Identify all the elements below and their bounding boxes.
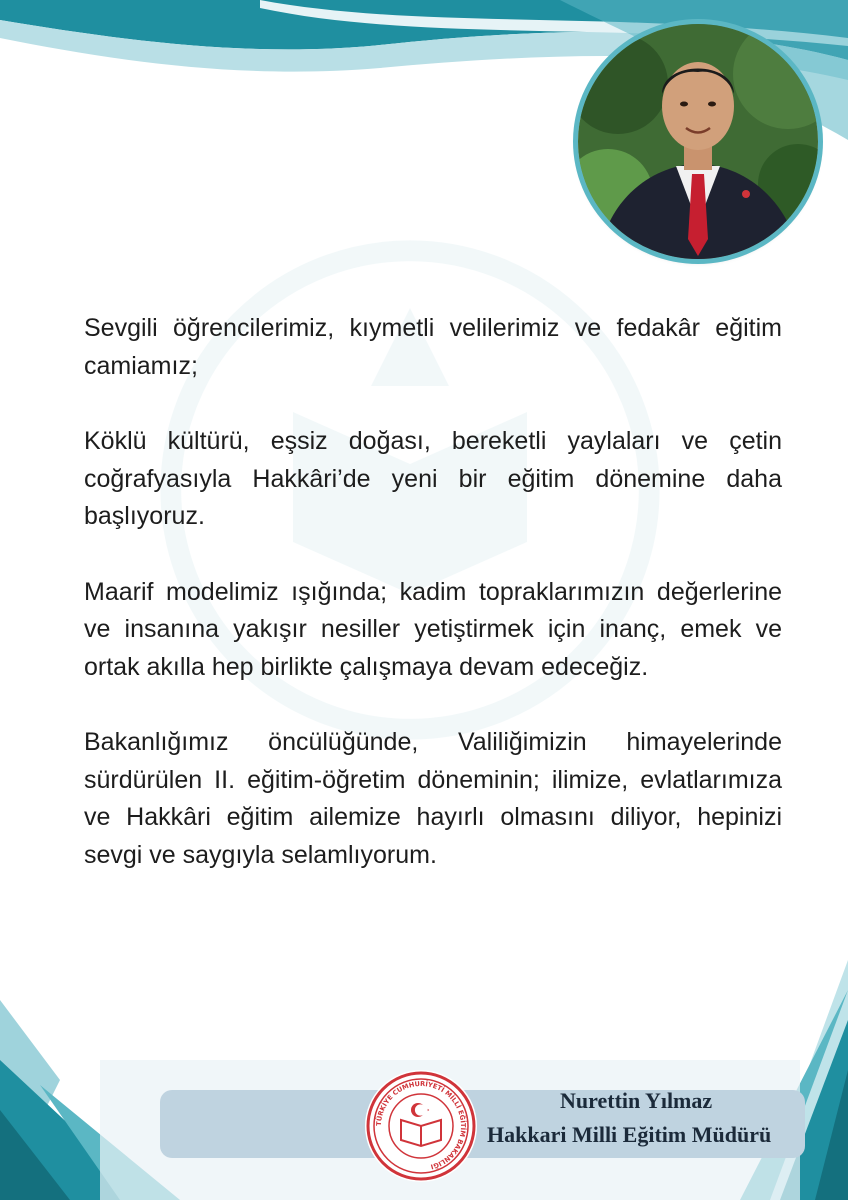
portrait-photo (578, 24, 818, 259)
letter-paragraph-greeting: Sevgili öğrencilerimiz, kıymetli velilerimiz ve fedakâr eğitim camiamız; (84, 314, 782, 380)
portrait-illustration-icon (578, 24, 818, 259)
signatory-name: Nurettin Yılmaz (560, 1088, 713, 1113)
letter-paragraph-mission: Maarif modelimiz ışığında; kadim topraklarımızın değerlerine ve insanına yakışır nesiller yetiştirmek için inanç, emek ve ortak akılla hep birlikte çalışmaya devam edeceğiz. (84, 577, 782, 681)
signatory-title: Hakkari Milli Eğitim Müdürü (487, 1122, 772, 1147)
svg-text:TÜRKİYE CUMHURİYETİ MİLLİ EĞİT: TÜRKİYE CUMHURİYETİ MİLLİ EĞİTİM BAKANLIĞI (374, 1079, 468, 1171)
letter-paragraph-closing: Bakanlığımız öncülüğünde, Valiliğimizin himayelerinde sürdürülen II. eğitim-öğretim döneminin; ilimize, evlatlarımıza ve Hakkâri eğitim ailemize hayırlı olmasını diliyor, hepinizi sevgi ve saygıyla selamlıyorum. (84, 728, 782, 869)
letter-paragraph-intro: Köklü kültürü, eşsiz doğası, bereketli yaylaları ve çetin coğrafyasıyla Hakkâri’de yeni bir eğitim dönemine daha başlıyoruz. (84, 427, 782, 530)
meb-seal-icon (365, 1070, 477, 1182)
letter-body (84, 310, 782, 912)
